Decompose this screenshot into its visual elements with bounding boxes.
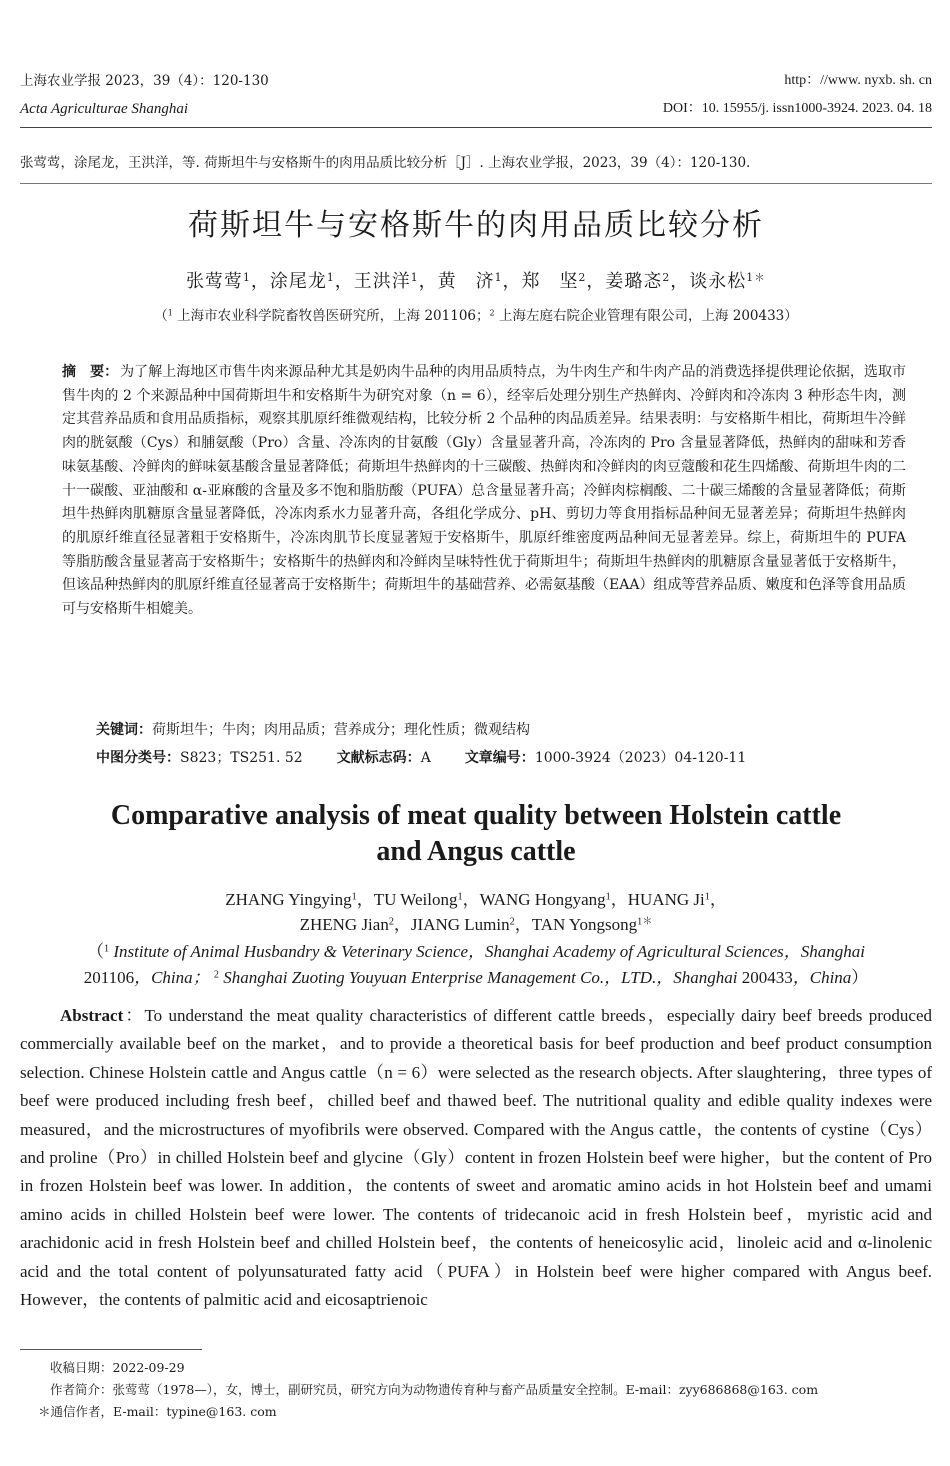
affiliation-1-cn: 上海市农业科学院畜牧兽医研究所，上海 201106；	[172, 308, 490, 324]
abstract-cn-text: 为了解上海地区市售牛肉来源品种尤其是奶肉牛品种的肉用品质特点，为牛肉生产和牛肉产品的消费选择提供理论依据，选取市售牛肉的 2 个来源品种中国荷斯坦牛和安格斯牛为研究对象（n = 6），经宰后处理分别生产热鲜肉、冷鲜肉和冷冻肉 3 种形态牛肉，测定其营养品质和食用品质指标，观察其肌原纤维微观结构，比较分析 2 个品种的肉品质差异。结果表明：与安格斯牛相比，荷斯坦牛冷鲜肉的胱氨酸（Cys）和脯氨酸（Pro）含量、冷冻肉的甘氨酸（Gly）含量显著升高，冷冻肉的 Pro 含量显著降低，热鲜肉的甜味和芳香味氨基酸、冷鲜肉的鲜味氨基酸含量显著降低；荷斯坦牛热鲜肉的十三碳酸、热鲜肉和冷鲜肉的肉豆蔻酸和花生四烯酸、荷斯坦牛肉的二十一碳酸、亚油酸和 α-亚麻酸的含量及多不饱和脂肪酸（PUFA）总含量显著升高；冷鲜肉棕榈酸、二十碳三烯酸的含量显著降低；荷斯坦牛热鲜肉肌糖原含量显著降低，冷冻肉系水力显著升高，各组化学成分、pH、剪切力等食用指标品种间无显著差异；荷斯坦牛热鲜肉的肌原纤维直径显著粗于安格斯牛，冷冻肉肌节长度显著短于安格斯牛，肌原纤维密度两品种间无显著差异。综上，荷斯坦牛的 PUFA 等脂肪酸含量显著高于安格斯牛；安格斯牛的热鲜肉和冷鲜肉呈味特性优于荷斯坦牛；荷斯坦牛热鲜肉的肌糖原含量显著低于安格斯牛，但该品种热鲜肉的肌原纤维直径显著高于安格斯牛；荷斯坦牛的基础营养、必需氨基酸（EAA）组成等营养品质、嫩度和色泽等食用品质可与安格斯牛相媲美。	[62, 364, 907, 618]
author-en: TAN Yongsong	[531, 915, 638, 934]
author-sup: 2	[578, 271, 587, 285]
footnote-rule	[20, 1349, 202, 1350]
title-cn: 荷斯坦牛与安格斯牛的肉用品质比较分析	[188, 208, 764, 243]
author-sup: 1＊	[746, 271, 766, 285]
keywords-label: 关键词：	[96, 722, 152, 738]
authors-en	[20, 887, 932, 937]
authors-cn: 张莺莺$^1$，涂尾龙$^1$，王洪洋$^1$，黄 济$^1$，郑 坚$^2$，姜璐忞$^2$，谈永松$^{1*}$	[186, 271, 766, 292]
header-rule	[20, 127, 932, 128]
abstract-cn-label: 摘 要：	[62, 364, 119, 380]
author-sup: 1	[410, 271, 419, 285]
author-cn: 谈永松	[689, 271, 747, 292]
authors-en-line2: ZHENG Jian$^2$，JIANG Lumin$^2$，TAN Yongsong$^{1*}$	[299, 915, 653, 934]
affil-en-line1: （$^1$ Institute of Animal Husbandry & Veterinary Science，Shanghai Academy of Agricultural Sciences，Shanghai	[86, 942, 865, 961]
journal-name-en: Acta Agriculturae Shanghai	[20, 101, 189, 117]
affiliations-cn: （$^1$ 上海市农业科学院畜牧兽医研究所，上海 201106；$^2$ 上海左庭右院企业管理有限公司，上海 200433）	[154, 307, 798, 324]
affil-sup: 2	[489, 307, 495, 318]
affiliation-2-en: Shanghai Zuoting Youyuan Enterprise Management Co.，LTD.，Shanghai	[218, 968, 742, 987]
author-en: ZHANG Yingying	[225, 890, 352, 909]
author-cn: 王洪洋	[353, 271, 411, 292]
author-cn: 郑 坚	[521, 271, 579, 292]
abstract-en-text: To understand the meat quality characteristics of different cattle breeds，especially dairy beef breeds produced commercially available beef on the market，and to provide a theoretical basis for beef production and beef product consumption selection. Chinese Holstein cattle and Angus cattle（n = 6）were selected as the research objects. After slaughtering，three types of beef were produced including fresh beef，chilled beef and thawed beef. The nutritional quality and edible quality indexes were measured，and the microstructures of myofibrils were observed. Compared with the Angus cattle，the contents of cystine（Cys）and proline（Pro）in chilled Holstein beef and glycine（Gly）content in frozen Holstein beef were higher，but the content of Pro in frozen Holstein beef was lower. In addition，the contents of sweet and aromatic amino acids in hot Holstein beef and umami amino acids in chilled Holstein beef were lower. The contents of tridecanoic acid in fresh Holstein beef，myristic acid and arachidonic acid in fresh Holstein beef and chilled Holstein beef，the contents of heneicosylic acid，linoleic acid and α-linolenic acid and the total content of polyunsaturated fatty acid（PUFA）in Holstein beef were higher compared with Angus beef. However，the contents of palmitic acid and eicosaptrienoic	[20, 1006, 933, 1310]
author-cn: 姜璐忞	[605, 271, 663, 292]
doi[interactable]: DOI：10. 15955/j. issn1000-3924. 2023. 04. 18	[662, 101, 932, 116]
author-sup: 1	[326, 271, 335, 285]
footnote-corresponding: ＊通信作者，E-mail：typine@163. com	[38, 1404, 277, 1419]
authors-en-line1: ZHANG Yingying$^1$，TU Weilong$^1$，WANG Hongyang$^1$，HUANG Ji$^1$，	[225, 890, 727, 909]
title-en	[20, 798, 932, 870]
title-en-line1: Comparative analysis of meat quality between Holstein cattle	[110, 800, 842, 831]
abstract-en-label: Abstract	[60, 1006, 124, 1025]
author-sup: 2	[662, 271, 671, 285]
article-no-label: 文章编号：	[464, 750, 535, 766]
author-cn: 涂尾龙	[269, 271, 327, 292]
journal-name-cn: 上海农业学报 2023，39（4）：120-130	[20, 73, 269, 89]
abstract-en: Abstract：To understand the meat quality characteristics of different cattle breeds，especially dairy beef breeds produced commercially available beef on the market，and to provide a theoretical basis for beef production and beef product consumption selection. Chinese Holstein cattle and Angus cattle（n = 6）were selected as the research objects. After slaughtering，three types of beef were produced including fresh beef，chilled beef and thawed beef. The nutritional quality and edible quality indexes were measured，and the microstructures of myofibrils were observed. Compared with the Angus cattle，the contents of cystine（Cys）and proline（Pro）in chilled Holstein beef and glycine（Gly）content in frozen Holstein beef were higher，but the content of Pro in frozen Holstein beef was lower. In addition，the contents of sweet and aromatic amino acids in hot Holstein beef and umami amino acids in chilled Holstein beef were lower. The contents of tridecanoic acid in fresh Holstein beef，myristic acid and arachidonic acid in fresh Holstein beef and chilled Holstein beef，the contents of heneicosylic acid，linoleic acid and α-linolenic acid and the total content of polyunsaturated fatty acid（PUFA）in Holstein beef were higher compared with Angus beef. However，the contents of palmitic acid and eicosaptrienoic	[20, 1006, 933, 1310]
author-sup: 1	[494, 271, 503, 285]
clc-value: S823；TS251. 52	[180, 750, 303, 766]
footnote-author-bio: 作者简介：张莺莺（1978—），女，博士，副研究员，研究方向为动物遗传育种与畜产品质量安全控制。E-mail：zyy686868@163. com	[50, 1382, 819, 1397]
citation-rule	[20, 183, 932, 184]
doc-code-value: A	[420, 750, 431, 766]
article-no-value: 1000-3924（2023）04-120-11	[534, 750, 747, 766]
author-en: TU Weilong	[373, 890, 458, 909]
affil-en-line2: 201106，China； $^2$ Shanghai Zuoting Youyuan Enterprise Management Co.，LTD.，Shanghai 200433，China）	[83, 968, 869, 987]
keywords	[96, 719, 906, 741]
doc-code-label: 文献标志码：	[336, 750, 421, 766]
author-en: HUANG Ji	[627, 890, 705, 909]
affil-sup: 1	[167, 307, 173, 318]
title-en-line2: and Angus cattle	[376, 836, 576, 867]
author-en: JIANG Lumin	[410, 915, 510, 934]
footnote-received: 收稿日期：2022-09-29	[50, 1360, 185, 1375]
author-sup: 1	[243, 271, 251, 285]
citation-line: 张莺莺，涂尾龙，王洪洋，等. 荷斯坦牛与安格斯牛的肉用品质比较分析［J］. 上海农业学报，2023，39（4）：120-130.	[20, 155, 751, 171]
clc-label: 中图分类号：	[96, 750, 180, 766]
abstract-cn	[62, 361, 906, 622]
keywords-text: 荷斯坦牛；牛肉；肉用品质；营养成分；理化性质；微观结构	[152, 722, 530, 738]
journal-url[interactable]: http：//www. nyxb. sh. cn	[784, 73, 932, 88]
affiliation-1-en: Institute of Animal Husbandry & Veterinary Science，Shanghai Academy of Agricultural Sciences，Shanghai	[109, 942, 865, 961]
author-cn: 张莺莺	[186, 271, 244, 292]
author-en: WANG Hongyang	[479, 890, 606, 909]
classification-line	[96, 747, 906, 769]
affiliation-2-cn: 上海左庭右院企业管理有限公司，上海 200433	[494, 308, 785, 324]
author-cn: 黄 济	[437, 271, 495, 292]
author-en: ZHENG Jian	[299, 915, 389, 934]
affiliations-en	[20, 939, 932, 991]
